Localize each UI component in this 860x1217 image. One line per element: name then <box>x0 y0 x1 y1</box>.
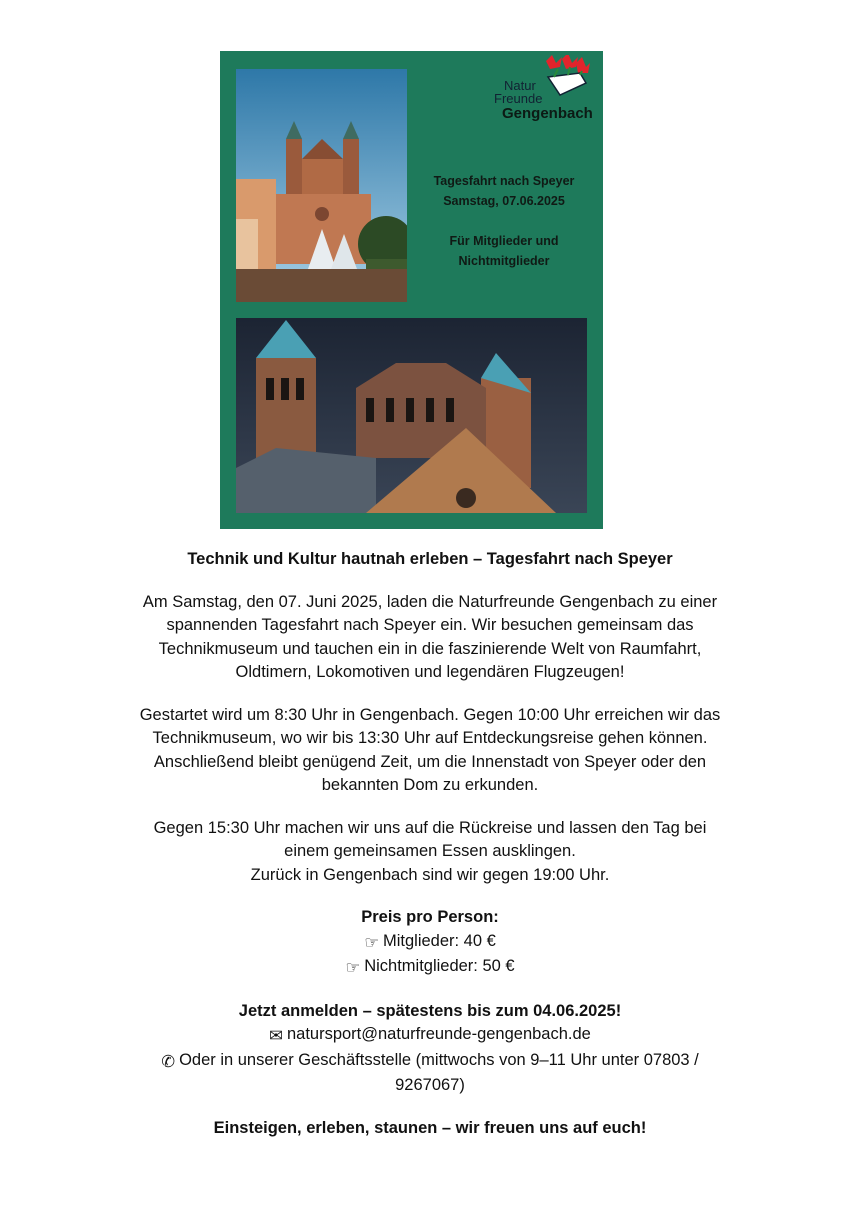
intro-line: Technikmuseum und tauchen ein in die faszinierende Welt von Raumfahrt, <box>158 639 702 658</box>
flyer-info <box>415 171 593 271</box>
price-non-members-text: Nichtmitglieder: 50 € <box>364 957 515 975</box>
flyer-title: Tagesfahrt nach Speyer <box>433 174 575 188</box>
office-text-line2: 9267067) <box>395 1076 465 1094</box>
schedule-paragraph <box>96 704 764 798</box>
registration-heading: Jetzt anmelden – spätestens bis zum 04.06.2025! <box>238 1001 622 1020</box>
schedule-line: bekannten Dom zu erkunden. <box>321 776 539 794</box>
intro-line: Oldtimern, Lokomotiven und legendären Flugzeugen! <box>235 663 625 681</box>
article-headline: Technik und Kultur hautnah erleben – Tagesfahrt nach Speyer <box>187 550 673 568</box>
email-line <box>96 1023 764 1049</box>
price-heading: Preis pro Person: <box>361 908 499 926</box>
intro-line: Am Samstag, den 07. Juni 2025, laden die Naturfreunde Gengenbach zu einer <box>142 592 718 611</box>
logo-text-freunde: Freunde <box>494 91 543 106</box>
email-icon: ✉ <box>269 1027 283 1045</box>
intro-paragraph <box>96 591 764 685</box>
email-link[interactable]: natursport@naturfreunde-gengenbach.de <box>286 1025 591 1043</box>
closing-line: Einsteigen, erleben, staunen – wir freuen uns auf euch! <box>213 1118 647 1137</box>
return-line: Gegen 15:30 Uhr machen wir uns auf die Rückreise und lassen den Tag bei <box>153 818 707 837</box>
flyer-date: Samstag, 07.06.2025 <box>443 194 565 208</box>
return-line: Zurück in Gengenbach sind wir gegen 19:00 Uhr. <box>250 865 610 884</box>
office-text-line1: Oder in unserer Geschäftsstelle (mittwochs von 9–11 Uhr unter 07803 / <box>179 1050 699 1069</box>
office-line <box>96 1049 764 1075</box>
schedule-line: Technikmuseum, wo wir bis 13:30 Uhr auf Entdeckungsreise gehen können. <box>152 729 708 747</box>
schedule-line: Gestartet wird um 8:30 Uhr in Gengenbach. Gegen 10:00 Uhr erreichen wir das <box>139 705 721 724</box>
flyer-panel <box>220 51 603 529</box>
intro-line: spannenden Tagesfahrt nach Speyer ein. Wir besuchen gemeinsam das <box>166 616 694 634</box>
cathedral-storm-photo <box>236 318 587 513</box>
price-section <box>96 906 764 981</box>
pointing-hand-icon: ☞ <box>345 959 361 977</box>
article <box>96 548 764 1140</box>
return-line: einem gemeinsamen Essen ausklingen. <box>284 842 576 860</box>
phone-icon: ✆ <box>161 1052 176 1071</box>
price-non-members <box>96 955 764 981</box>
logo-text-natur: Natur <box>504 78 536 93</box>
naturfreunde-logo <box>494 55 604 127</box>
price-members <box>96 930 764 956</box>
cathedral-street-photo <box>236 69 407 302</box>
logo-text-gengenbach: Gengenbach <box>502 105 593 122</box>
flyer-audience-line1: Für Mitglieder und <box>449 234 559 248</box>
pointing-hand-icon: ☞ <box>364 933 379 952</box>
schedule-line: Anschließend bleibt genügend Zeit, um die Innenstadt von Speyer oder den <box>153 752 707 771</box>
registration-section <box>96 1000 764 1098</box>
price-members-text: Mitglieder: 40 € <box>382 931 496 950</box>
return-paragraph <box>96 817 764 888</box>
logo-flowers-icon <box>540 55 590 99</box>
flyer-audience-line2: Nichtmitglieder <box>458 254 550 268</box>
